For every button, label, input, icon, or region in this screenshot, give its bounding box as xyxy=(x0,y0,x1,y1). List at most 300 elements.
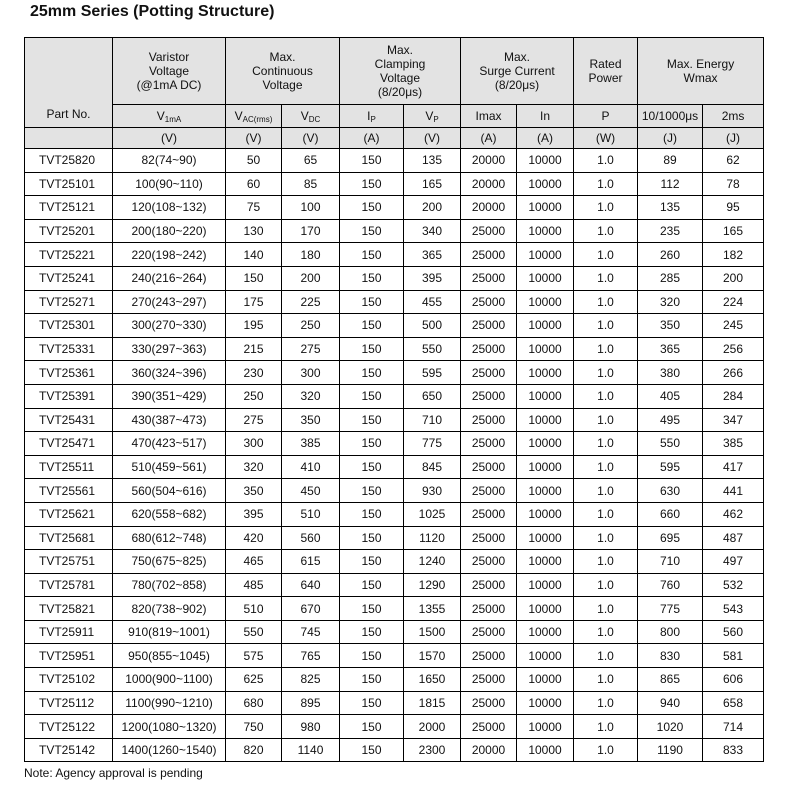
table-cell: 25000 xyxy=(461,573,517,597)
part-number-cell: TVT25751 xyxy=(25,550,113,574)
table-cell: 625 xyxy=(226,668,282,692)
table-cell: 465 xyxy=(226,550,282,574)
table-cell: 25000 xyxy=(461,432,517,456)
table-cell: 284 xyxy=(703,384,764,408)
table-cell: 10000 xyxy=(517,266,574,290)
table-cell: 200 xyxy=(282,266,340,290)
table-cell: 25000 xyxy=(461,408,517,432)
table-cell: 25000 xyxy=(461,715,517,739)
table-cell: 1.0 xyxy=(574,668,638,692)
table-cell: 820 xyxy=(226,738,282,762)
table-cell: 20000 xyxy=(461,172,517,196)
table-cell: 1.0 xyxy=(574,361,638,385)
table-cell: 250 xyxy=(226,384,282,408)
table-cell: 10000 xyxy=(517,384,574,408)
table-cell: 560 xyxy=(703,620,764,644)
part-number-cell: TVT25102 xyxy=(25,668,113,692)
table-cell: 195 xyxy=(226,314,282,338)
table-cell: 765 xyxy=(282,644,340,668)
table-cell: 1.0 xyxy=(574,526,638,550)
table-cell: 150 xyxy=(340,455,404,479)
table-cell: 285 xyxy=(638,266,703,290)
table-cell: 25000 xyxy=(461,337,517,361)
table-cell: 430(387~473) xyxy=(113,408,226,432)
part-number-cell: TVT25112 xyxy=(25,691,113,715)
table-cell: 1.0 xyxy=(574,691,638,715)
table-cell: 775 xyxy=(404,432,461,456)
table-row xyxy=(25,597,764,621)
table-cell: 200 xyxy=(404,196,461,220)
table-cell: 25000 xyxy=(461,550,517,574)
table-cell: 750 xyxy=(226,715,282,739)
table-cell: 1.0 xyxy=(574,738,638,762)
table-cell: 82(74~90) xyxy=(113,149,226,173)
table-cell: 10000 xyxy=(517,172,574,196)
table-cell: 150 xyxy=(340,196,404,220)
table-cell: 865 xyxy=(638,668,703,692)
table-row xyxy=(25,172,764,196)
table-cell: 695 xyxy=(638,526,703,550)
table-cell: 150 xyxy=(340,597,404,621)
table-cell: 2000 xyxy=(404,715,461,739)
table-cell: 780(702~858) xyxy=(113,573,226,597)
table-cell: 275 xyxy=(226,408,282,432)
table-cell: 1.0 xyxy=(574,196,638,220)
table-cell: 10000 xyxy=(517,290,574,314)
table-cell: 650 xyxy=(404,384,461,408)
table-cell: 300 xyxy=(226,432,282,456)
table-cell: 320 xyxy=(282,384,340,408)
table-cell: 230 xyxy=(226,361,282,385)
table-cell: 1190 xyxy=(638,738,703,762)
table-cell: 10000 xyxy=(517,715,574,739)
table-cell: 550 xyxy=(404,337,461,361)
table-row xyxy=(25,550,764,574)
table-cell: 470(423~517) xyxy=(113,432,226,456)
table-cell: 1.0 xyxy=(574,620,638,644)
table-cell: 1.0 xyxy=(574,337,638,361)
table-row xyxy=(25,479,764,503)
table-cell: 385 xyxy=(282,432,340,456)
table-cell: 395 xyxy=(226,502,282,526)
symbol-energy-10-1000: 10/1000μs xyxy=(638,105,703,128)
table-cell: 390(351~429) xyxy=(113,384,226,408)
table-cell: 150 xyxy=(340,361,404,385)
table-cell: 380 xyxy=(638,361,703,385)
table-cell: 1.0 xyxy=(574,266,638,290)
table-cell: 182 xyxy=(703,243,764,267)
table-cell: 10000 xyxy=(517,314,574,338)
table-cell: 497 xyxy=(703,550,764,574)
table-cell: 595 xyxy=(404,361,461,385)
table-row xyxy=(25,290,764,314)
table-cell: 980 xyxy=(282,715,340,739)
table-row xyxy=(25,526,764,550)
table-row xyxy=(25,502,764,526)
table-cell: 150 xyxy=(340,479,404,503)
table-cell: 25000 xyxy=(461,620,517,644)
table-row xyxy=(25,149,764,173)
symbol-ip: $I_P$ xyxy=(340,105,404,128)
table-cell: 10000 xyxy=(517,196,574,220)
table-cell: 225 xyxy=(282,290,340,314)
table-cell: 1400(1260~1540) xyxy=(113,738,226,762)
table-row xyxy=(25,738,764,762)
unit-cell: (J) xyxy=(638,128,703,149)
table-cell: 165 xyxy=(703,219,764,243)
table-cell: 150 xyxy=(340,668,404,692)
symbol-in: In xyxy=(517,105,574,128)
table-cell: 25000 xyxy=(461,266,517,290)
table-cell: 150 xyxy=(340,550,404,574)
table-cell: 320 xyxy=(638,290,703,314)
table-cell: 256 xyxy=(703,337,764,361)
table-cell: 680(612~748) xyxy=(113,526,226,550)
table-cell: 85 xyxy=(282,172,340,196)
table-cell: 150 xyxy=(340,691,404,715)
table-cell: 150 xyxy=(340,620,404,644)
header-max-energy: Max. Energy Wmax xyxy=(638,38,764,105)
table-cell: 910(819~1001) xyxy=(113,620,226,644)
table-cell: 150 xyxy=(340,526,404,550)
page-title: 25mm Series (Potting Structure) xyxy=(30,3,275,20)
part-number-cell: TVT25301 xyxy=(25,314,113,338)
table-cell: 405 xyxy=(638,384,703,408)
table-cell: 95 xyxy=(703,196,764,220)
table-cell: 940 xyxy=(638,691,703,715)
units-row xyxy=(25,128,764,149)
table-cell: 1.0 xyxy=(574,550,638,574)
table-body xyxy=(25,149,764,762)
table-cell: 750(675~825) xyxy=(113,550,226,574)
unit-cell: (A) xyxy=(517,128,574,149)
table-cell: 300(270~330) xyxy=(113,314,226,338)
table-cell: 25000 xyxy=(461,243,517,267)
table-cell: 1355 xyxy=(404,597,461,621)
table-cell: 50 xyxy=(226,149,282,173)
part-number-cell: TVT25241 xyxy=(25,266,113,290)
table-cell: 550 xyxy=(638,432,703,456)
table-cell: 300 xyxy=(282,361,340,385)
table-cell: 100 xyxy=(282,196,340,220)
table-cell: 25000 xyxy=(461,502,517,526)
table-cell: 485 xyxy=(226,573,282,597)
table-cell: 510 xyxy=(226,597,282,621)
table-cell: 1.0 xyxy=(574,384,638,408)
table-cell: 240(216~264) xyxy=(113,266,226,290)
unit-cell: (V) xyxy=(282,128,340,149)
table-cell: 710 xyxy=(404,408,461,432)
header-max-surge-current: Max. Surge Current (8/20μs) xyxy=(461,38,574,105)
table-cell: 140 xyxy=(226,243,282,267)
table-cell: 1025 xyxy=(404,502,461,526)
table-cell: 1.0 xyxy=(574,644,638,668)
table-cell: 10000 xyxy=(517,219,574,243)
table-cell: 62 xyxy=(703,149,764,173)
table-cell: 25000 xyxy=(461,644,517,668)
table-cell: 1.0 xyxy=(574,219,638,243)
table-cell: 266 xyxy=(703,361,764,385)
table-cell: 543 xyxy=(703,597,764,621)
header-max-clamping-voltage: Max. Clamping Voltage (8/20μs) xyxy=(340,38,461,105)
part-number-cell: TVT25431 xyxy=(25,408,113,432)
table-row xyxy=(25,455,764,479)
footnote: Note: Agency approval is pending xyxy=(24,766,203,780)
table-cell: 500 xyxy=(404,314,461,338)
table-cell: 950(855~1045) xyxy=(113,644,226,668)
table-row xyxy=(25,361,764,385)
header-max-continuous-voltage: Max. Continuous Voltage xyxy=(226,38,340,105)
table-cell: 25000 xyxy=(461,361,517,385)
table-cell: 135 xyxy=(404,149,461,173)
table-cell: 615 xyxy=(282,550,340,574)
table-cell: 270(243~297) xyxy=(113,290,226,314)
table-cell: 150 xyxy=(340,408,404,432)
table-cell: 165 xyxy=(404,172,461,196)
table-cell: 1.0 xyxy=(574,502,638,526)
table-row xyxy=(25,314,764,338)
table-cell: 1.0 xyxy=(574,715,638,739)
table-cell: 10000 xyxy=(517,243,574,267)
header-varistor-voltage: Varistor Voltage (@1mA DC) xyxy=(113,38,226,105)
table-cell: 10000 xyxy=(517,408,574,432)
table-row xyxy=(25,691,764,715)
table-cell: 150 xyxy=(340,432,404,456)
symbol-vp: $V_P$ xyxy=(404,105,461,128)
table-cell: 150 xyxy=(340,243,404,267)
table-cell: 89 xyxy=(638,149,703,173)
table-cell: 150 xyxy=(226,266,282,290)
table-cell: 235 xyxy=(638,219,703,243)
table-cell: 120(108~132) xyxy=(113,196,226,220)
table-cell: 450 xyxy=(282,479,340,503)
table-cell: 10000 xyxy=(517,455,574,479)
symbol-vac: $V_{AC(rms)}$ xyxy=(226,105,282,128)
symbol-p: P xyxy=(574,105,638,128)
table-cell: 1.0 xyxy=(574,243,638,267)
table-row xyxy=(25,243,764,267)
table-cell: 112 xyxy=(638,172,703,196)
table-cell: 895 xyxy=(282,691,340,715)
table-cell: 1020 xyxy=(638,715,703,739)
table-cell: 78 xyxy=(703,172,764,196)
table-cell: 150 xyxy=(340,573,404,597)
table-cell: 130 xyxy=(226,219,282,243)
table-row xyxy=(25,644,764,668)
table-cell: 150 xyxy=(340,290,404,314)
part-number-cell: TVT25621 xyxy=(25,502,113,526)
table-cell: 350 xyxy=(638,314,703,338)
table-cell: 670 xyxy=(282,597,340,621)
unit-cell: (V) xyxy=(404,128,461,149)
table-cell: 1200(1080~1320) xyxy=(113,715,226,739)
table-cell: 360(324~396) xyxy=(113,361,226,385)
table-cell: 745 xyxy=(282,620,340,644)
table-cell: 560(504~616) xyxy=(113,479,226,503)
table-cell: 410 xyxy=(282,455,340,479)
table-row xyxy=(25,337,764,361)
table-cell: 1650 xyxy=(404,668,461,692)
table-cell: 1.0 xyxy=(574,290,638,314)
table-cell: 175 xyxy=(226,290,282,314)
table-cell: 1.0 xyxy=(574,432,638,456)
table-cell: 150 xyxy=(340,172,404,196)
table-cell: 1290 xyxy=(404,573,461,597)
part-number-cell: TVT25681 xyxy=(25,526,113,550)
table-cell: 10000 xyxy=(517,149,574,173)
table-cell: 10000 xyxy=(517,361,574,385)
table-cell: 150 xyxy=(340,738,404,762)
part-number-cell: TVT25121 xyxy=(25,196,113,220)
table-cell: 330(297~363) xyxy=(113,337,226,361)
table-cell: 660 xyxy=(638,502,703,526)
table-cell: 150 xyxy=(340,337,404,361)
table-row xyxy=(25,620,764,644)
table-cell: 60 xyxy=(226,172,282,196)
table-cell: 10000 xyxy=(517,502,574,526)
table-cell: 150 xyxy=(340,384,404,408)
table-cell: 215 xyxy=(226,337,282,361)
table-cell: 10000 xyxy=(517,644,574,668)
table-row xyxy=(25,573,764,597)
table-cell: 25000 xyxy=(461,384,517,408)
table-cell: 10000 xyxy=(517,526,574,550)
table-cell: 320 xyxy=(226,455,282,479)
table-cell: 1.0 xyxy=(574,314,638,338)
table-row xyxy=(25,668,764,692)
table-cell: 710 xyxy=(638,550,703,574)
part-number-cell: TVT25361 xyxy=(25,361,113,385)
table-cell: 275 xyxy=(282,337,340,361)
table-row xyxy=(25,408,764,432)
table-cell: 845 xyxy=(404,455,461,479)
table-cell: 350 xyxy=(226,479,282,503)
table-cell: 25000 xyxy=(461,314,517,338)
table-cell: 10000 xyxy=(517,597,574,621)
table-cell: 1120 xyxy=(404,526,461,550)
table-cell: 20000 xyxy=(461,196,517,220)
symbol-energy-2ms: 2ms xyxy=(703,105,764,128)
table-cell: 135 xyxy=(638,196,703,220)
table-cell: 630 xyxy=(638,479,703,503)
part-number-cell: TVT25511 xyxy=(25,455,113,479)
table-cell: 150 xyxy=(340,502,404,526)
table-cell: 595 xyxy=(638,455,703,479)
table-cell: 25000 xyxy=(461,455,517,479)
table-cell: 25000 xyxy=(461,597,517,621)
table-cell: 620(558~682) xyxy=(113,502,226,526)
table-cell: 25000 xyxy=(461,219,517,243)
table-cell: 1.0 xyxy=(574,479,638,503)
table-cell: 200(180~220) xyxy=(113,219,226,243)
table-cell: 1100(990~1210) xyxy=(113,691,226,715)
unit-cell: (A) xyxy=(461,128,517,149)
table-cell: 10000 xyxy=(517,337,574,361)
table-cell: 150 xyxy=(340,266,404,290)
table-cell: 10000 xyxy=(517,432,574,456)
part-number-cell: TVT25561 xyxy=(25,479,113,503)
table-row xyxy=(25,219,764,243)
table-cell: 180 xyxy=(282,243,340,267)
table-cell: 1.0 xyxy=(574,455,638,479)
table-cell: 830 xyxy=(638,644,703,668)
table-cell: 170 xyxy=(282,219,340,243)
table-row xyxy=(25,715,764,739)
table-cell: 220(198~242) xyxy=(113,243,226,267)
table-cell: 20000 xyxy=(461,738,517,762)
table-cell: 260 xyxy=(638,243,703,267)
header-rated-power: Rated Power xyxy=(574,38,638,105)
table-cell: 420 xyxy=(226,526,282,550)
symbol-v1ma: $V_{1mA}$ xyxy=(113,105,226,128)
table-cell: 200 xyxy=(703,266,764,290)
part-number-cell: TVT25122 xyxy=(25,715,113,739)
table-cell: 640 xyxy=(282,573,340,597)
table-cell: 25000 xyxy=(461,479,517,503)
table-cell: 365 xyxy=(404,243,461,267)
table-cell: 532 xyxy=(703,573,764,597)
part-number-cell: TVT25820 xyxy=(25,149,113,173)
table-cell: 150 xyxy=(340,644,404,668)
symbol-vdc: $V_{DC}$ xyxy=(282,105,340,128)
table-cell: 10000 xyxy=(517,550,574,574)
table-cell: 150 xyxy=(340,149,404,173)
table-cell: 1240 xyxy=(404,550,461,574)
table-cell: 365 xyxy=(638,337,703,361)
table-cell: 10000 xyxy=(517,573,574,597)
table-cell: 1.0 xyxy=(574,573,638,597)
table-cell: 455 xyxy=(404,290,461,314)
part-number-cell: TVT25821 xyxy=(25,597,113,621)
part-number-cell: TVT25331 xyxy=(25,337,113,361)
table-cell: 75 xyxy=(226,196,282,220)
table-cell: 20000 xyxy=(461,149,517,173)
part-number-cell: TVT25471 xyxy=(25,432,113,456)
table-cell: 1.0 xyxy=(574,597,638,621)
table-cell: 581 xyxy=(703,644,764,668)
table-cell: 1570 xyxy=(404,644,461,668)
table-cell: 1140 xyxy=(282,738,340,762)
table-cell: 510 xyxy=(282,502,340,526)
part-number-cell: TVT25201 xyxy=(25,219,113,243)
table-cell: 10000 xyxy=(517,691,574,715)
table-row xyxy=(25,432,764,456)
table-cell: 250 xyxy=(282,314,340,338)
table-cell: 25000 xyxy=(461,691,517,715)
table-cell: 714 xyxy=(703,715,764,739)
table-cell: 800 xyxy=(638,620,703,644)
table-cell: 487 xyxy=(703,526,764,550)
table-cell: 245 xyxy=(703,314,764,338)
units-blank xyxy=(25,128,113,149)
table-cell: 1500 xyxy=(404,620,461,644)
table-cell: 25000 xyxy=(461,668,517,692)
unit-cell: (A) xyxy=(340,128,404,149)
table-cell: 340 xyxy=(404,219,461,243)
table-cell: 560 xyxy=(282,526,340,550)
table-cell: 550 xyxy=(226,620,282,644)
part-number-cell: TVT25911 xyxy=(25,620,113,644)
table-cell: 10000 xyxy=(517,668,574,692)
table-cell: 417 xyxy=(703,455,764,479)
unit-cell: (W) xyxy=(574,128,638,149)
table-cell: 150 xyxy=(340,314,404,338)
table-row xyxy=(25,384,764,408)
table-cell: 2300 xyxy=(404,738,461,762)
table-cell: 347 xyxy=(703,408,764,432)
table-cell: 65 xyxy=(282,149,340,173)
part-number-cell: TVT25951 xyxy=(25,644,113,668)
